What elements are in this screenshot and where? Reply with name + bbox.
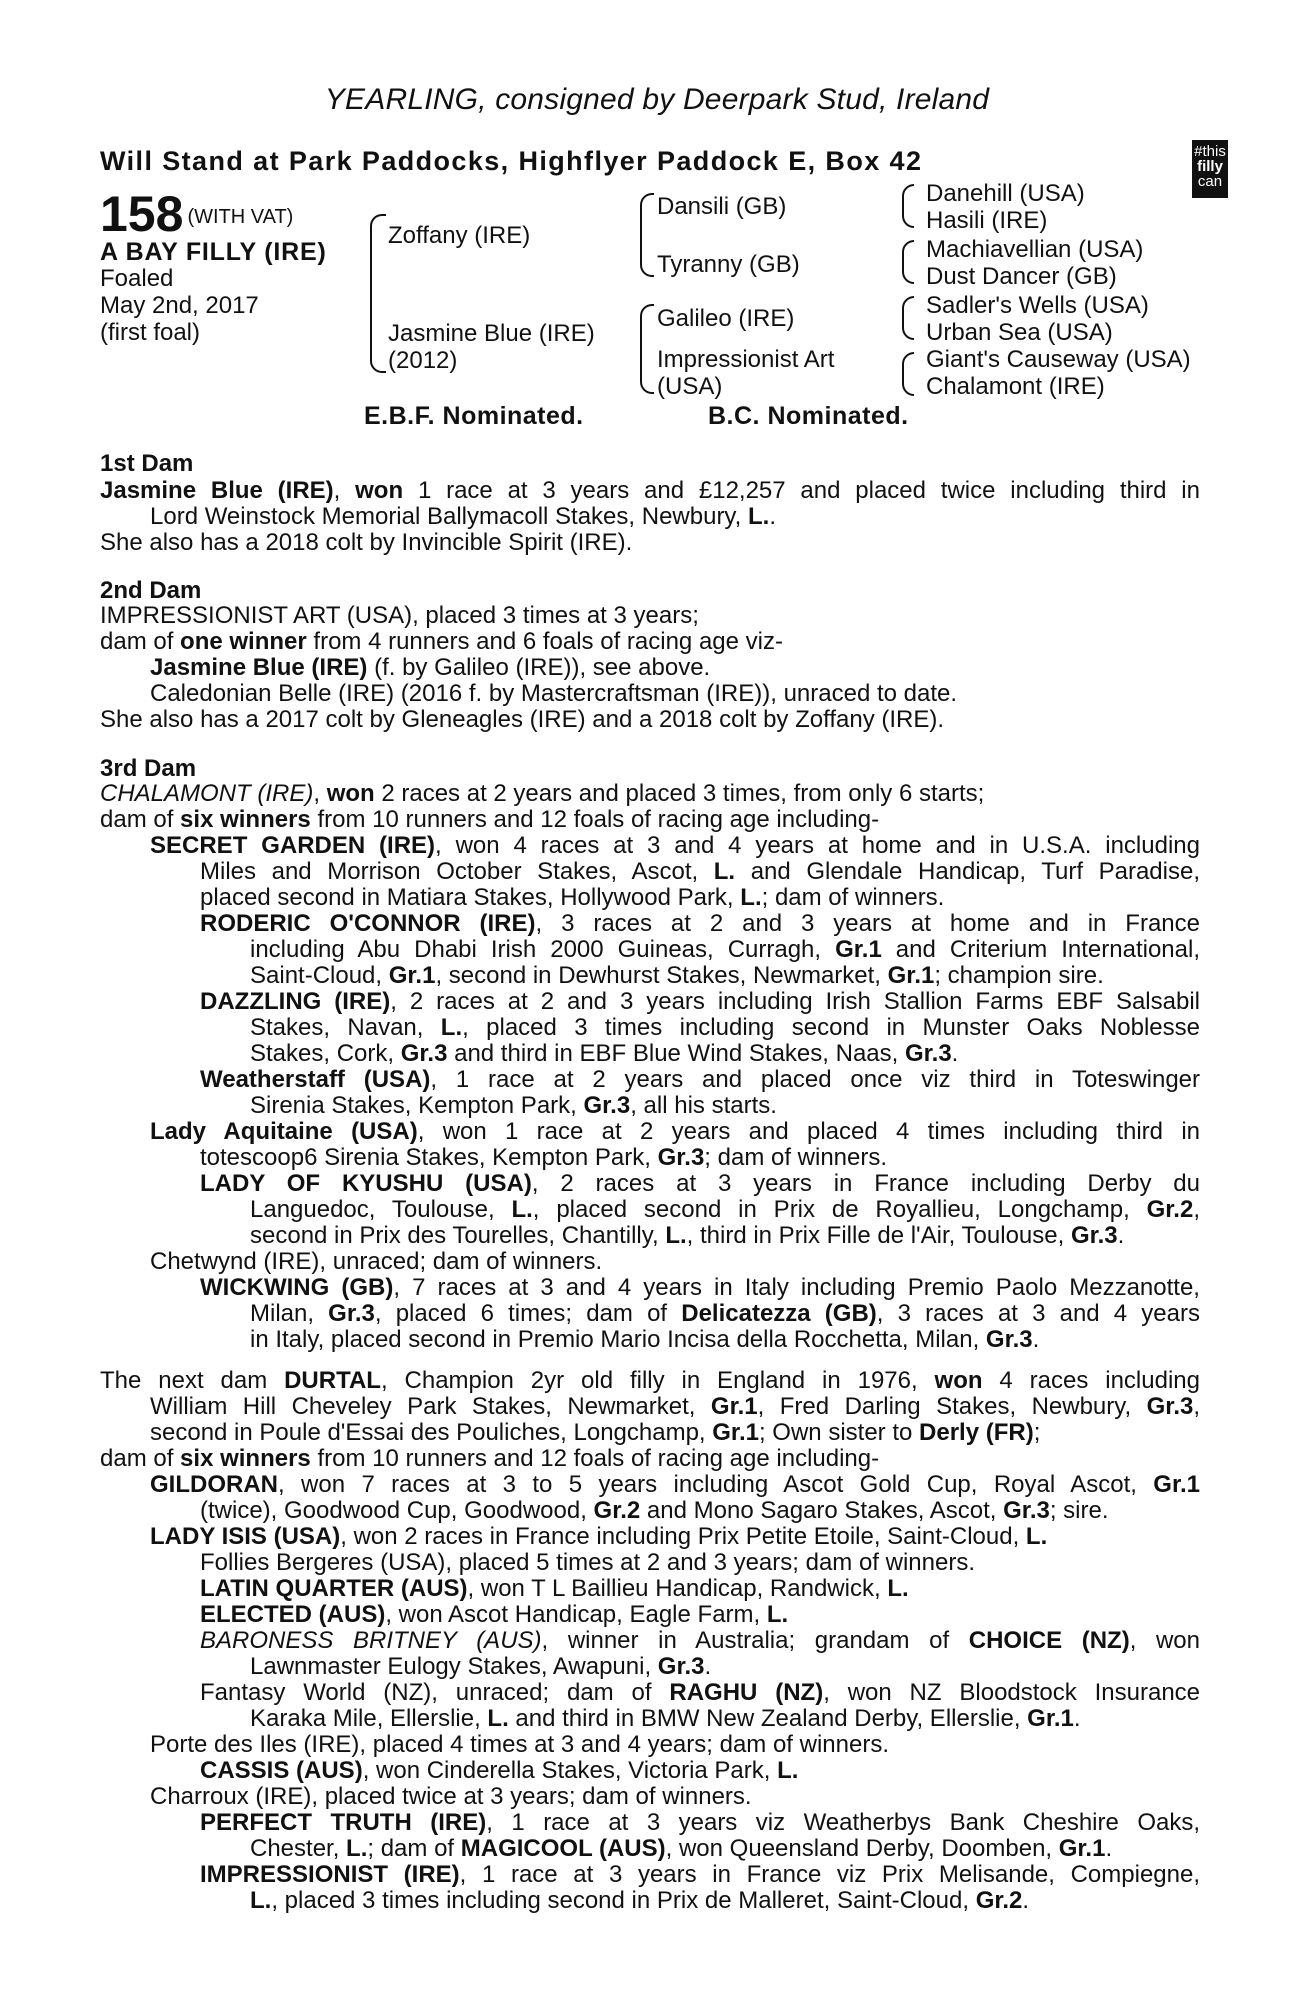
text-segment: . [769, 503, 776, 530]
ebf-nominated: E.B.F. Nominated. [364, 402, 584, 430]
text-segment: , won Ascot Handicap, Eagle Farm, [385, 1601, 767, 1628]
text-segment: Gr.1 [1058, 1835, 1106, 1862]
text-line [100, 989, 1200, 1015]
text-segment: , 1 race at 3 years in France viz Prix Melisande, Compiegne, [459, 1861, 1200, 1888]
text-segment: ; Own sister to [758, 1419, 920, 1446]
text-segment: placed second in Matiara Stakes, Hollywood Park, [200, 884, 741, 911]
text-segment: , 2 races at 2 and 3 years including Irish Stallion Farms EBF Salsabil [390, 988, 1200, 1015]
text-segment: (twice), Goodwood Cup, Goodwood, [200, 1497, 594, 1524]
text-segment: Gr.2 [1146, 1196, 1194, 1223]
text-segment: (f. by Galileo (IRE)), see above. [367, 654, 711, 681]
text-segment: , placed 3 times including second in Prix de Malleret, Saint-Cloud, [271, 1887, 976, 1914]
text-segment: Gr.3 [328, 1300, 375, 1327]
pedigree-brace-dam [640, 304, 654, 394]
text-line [100, 1093, 1200, 1119]
text-line [100, 1524, 1200, 1550]
text-segment: Follies Bergeres (USA), placed 5 times at 2 and 3 years; dam of winners. [200, 1549, 976, 1576]
text-segment: second in Poule d'Essai des Pouliches, Longchamp, [150, 1419, 713, 1446]
text-segment: from 4 runners and 6 foals of racing age viz- [306, 628, 783, 655]
text-segment: RAGHU (NZ) [669, 1679, 824, 1706]
text-segment: L. [487, 1705, 509, 1732]
text-line [100, 1810, 1200, 1836]
text-segment: Gr.1 [710, 1393, 758, 1420]
text-line [100, 1223, 1200, 1249]
text-line [100, 629, 1200, 655]
foal-note: (first foal) [100, 319, 201, 346]
text-segment: Fantasy World (NZ), unraced; dam of [200, 1679, 670, 1706]
text-segment: The next dam [100, 1367, 285, 1394]
text-segment: , won Queensland Derby, Doomben, [665, 1835, 1059, 1862]
text-segment: L. [887, 1575, 909, 1602]
text-segment: second in Prix des Tourelles, Chantilly, [250, 1222, 666, 1249]
text-segment: LADY OF KYUSHU (USA) [200, 1170, 532, 1197]
text-segment: Gr.3 [400, 1040, 448, 1067]
text-segment: Saint-Cloud, [250, 962, 389, 989]
ancestor-4: Dust Dancer (GB) [926, 263, 1117, 290]
text-segment: L. [1025, 1523, 1048, 1550]
text-line [100, 1836, 1200, 1862]
text-segment: Gr.1 [887, 962, 935, 989]
lot-number: 158 [100, 186, 184, 242]
horse-name: A BAY FILLY (IRE) [100, 238, 327, 266]
text-segment: Caledonian Belle (IRE) (2016 f. by Mastercraftsman (IRE)), unraced to date. [150, 680, 958, 707]
text-segment: DAZZLING (IRE) [200, 988, 391, 1015]
text-segment: and third in BMW New Zealand Derby, Ellerslie, [508, 1705, 1028, 1732]
text-segment: Gr.3 [583, 1092, 631, 1119]
text-segment: , won T L Baillieu Handicap, Randwick, [467, 1575, 888, 1602]
next-dam-block [100, 1368, 1200, 1914]
text-segment: , placed 3 times including second in Munster Oaks Noblesse [462, 1014, 1200, 1041]
text-segment: won [355, 477, 404, 504]
text-segment: Lady Aquitaine (USA) [150, 1118, 418, 1145]
text-segment: Languedoc, Toulouse, [250, 1196, 512, 1223]
text-line [100, 1327, 1200, 1353]
text-segment: totescoop6 Sirenia Stakes, Kempton Park, [200, 1144, 658, 1171]
text-segment: GILDORAN [150, 1471, 278, 1498]
text-line [100, 1576, 1200, 1602]
text-segment: ; dam of winners. [704, 1144, 888, 1171]
sire-name: Zoffany (IRE) [388, 222, 531, 249]
ancestor-7: Giant's Causeway (USA) [926, 346, 1191, 373]
text-segment: , third in Prix Fille de l'Air, Toulouse, [686, 1222, 1071, 1249]
text-segment: ; dam of winners. [761, 884, 945, 911]
text-segment: in Italy, placed second in Premio Mario Incisa della Rocchetta, Milan, [250, 1326, 986, 1353]
text-segment: , won 2 races in France including Prix Petite Etoile, Saint-Cloud, [340, 1523, 1026, 1550]
text-segment: , won [1129, 1627, 1201, 1654]
dam-dam-country: (USA) [657, 373, 723, 400]
ancestor-5: Sadler's Wells (USA) [926, 292, 1149, 319]
text-line [100, 885, 1200, 911]
text-segment: L. [713, 858, 736, 885]
text-segment: RODERIC O'CONNOR (IRE) [200, 910, 536, 937]
text-segment: Gr.2 [975, 1887, 1023, 1914]
text-segment: Jasmine Blue (IRE) [100, 477, 334, 504]
page-title: YEARLING, consigned by Deerpark Stud, Ireland [324, 83, 990, 116]
text-segment: and Criterium International, [881, 936, 1200, 963]
text-segment: from 10 runners and 12 foals of racing age including- [310, 1445, 880, 1472]
text-line [100, 911, 1200, 937]
text-segment: , 1 race at 2 years and placed once viz third in Toteswinger [430, 1066, 1201, 1093]
text-segment: , [1193, 1196, 1200, 1223]
text-segment: ; [1033, 1419, 1041, 1446]
text-segment: dam of [100, 1445, 181, 1472]
text-segment: Gr.1 [388, 962, 436, 989]
text-line [100, 833, 1200, 859]
text-segment: Milan, [250, 1300, 329, 1327]
first-dam-heading: 1st Dam [100, 450, 194, 477]
text-segment: 1 race at 3 years and £12,257 and placed twice including third in [403, 477, 1200, 504]
text-segment: Gr.3 [1070, 1222, 1118, 1249]
text-line [100, 1446, 1200, 1472]
text-segment: Delicatezza (GB) [681, 1300, 877, 1327]
text-segment: , Champion 2yr old filly in England in 1976, [380, 1367, 935, 1394]
text-segment: Derly (FR) [919, 1419, 1034, 1446]
text-segment: L. [511, 1196, 533, 1223]
text-segment: Stakes, Navan, [250, 1014, 441, 1041]
text-segment: LADY ISIS (USA) [150, 1523, 341, 1550]
text-segment: , 1 race at 3 years viz Weatherbys Bank Cheshire Oaks, [486, 1809, 1200, 1836]
text-line: Jasmine Blue (IRE), won 1 race at 3 years and £12,257 and placed twice including third in [100, 477, 1200, 504]
text-segment: 4 races including [982, 1367, 1200, 1394]
text-segment: , Fred Darling Stakes, Newbury, [757, 1393, 1147, 1420]
foaled-date: May 2nd, 2017 [100, 292, 259, 319]
text-segment: and third in EBF Blue Wind Stakes, Naas, [447, 1040, 905, 1067]
text-segment: , 2 races at 3 years in France including Derby du [531, 1170, 1200, 1197]
text-segment: Weatherstaff (USA) [200, 1066, 431, 1093]
text-line [100, 781, 1200, 807]
text-segment: Gr.3 [985, 1326, 1033, 1353]
dam-sire-name: Galileo (IRE) [657, 305, 795, 332]
dam-year: (2012) [388, 347, 458, 374]
text-line [100, 937, 1200, 963]
text-line [100, 1420, 1200, 1446]
text-segment: ; dam of [367, 1835, 461, 1862]
text-segment: . [1032, 1326, 1040, 1353]
text-segment: , [1193, 1393, 1201, 1420]
text-segment: L. [665, 1222, 687, 1249]
text-segment: L. [766, 1601, 789, 1628]
pedigree-brace-g3 [902, 296, 914, 340]
ancestor-2: Hasili (IRE) [926, 207, 1048, 234]
text-line [100, 504, 1200, 530]
text-segment: Sirenia Stakes, Kempton Park, [250, 1092, 584, 1119]
text-segment: L. [346, 1835, 368, 1862]
text-segment: Karaka Mile, Ellerslie, [250, 1705, 488, 1732]
text-line [100, 1628, 1200, 1654]
pedigree-brace-g4 [902, 352, 914, 396]
first-dam-block [100, 478, 1200, 556]
bc-nominated: B.C. Nominated. [708, 402, 909, 430]
text-segment: Chester, [250, 1835, 347, 1862]
text-line [100, 963, 1200, 989]
text-segment: won [326, 780, 375, 807]
text-line [100, 859, 1200, 885]
text-segment: Gr.3 [1146, 1393, 1194, 1420]
text-segment: WICKWING (GB) [200, 1274, 394, 1301]
text-segment: , won 1 race at 2 years and placed 4 times including third in [417, 1118, 1201, 1145]
text-segment: IMPRESSIONIST ART (USA), placed 3 times at 3 years; [100, 602, 699, 629]
text-segment: dam of [100, 628, 181, 655]
text-segment: IMPRESSIONIST (IRE) [200, 1861, 460, 1888]
sire-sire-name: Dansili (GB) [657, 193, 787, 220]
text-segment: DURTAL [284, 1367, 381, 1394]
venue-line: Will Stand at Park Paddocks, Highflyer Paddock E, Box 42 [100, 146, 923, 176]
text-segment: won [934, 1367, 983, 1394]
text-segment: Gr.1 [712, 1419, 759, 1446]
text-segment: , 3 races at 3 and 4 years [876, 1300, 1200, 1327]
text-segment: SECRET GARDEN (IRE) [150, 832, 436, 859]
text-segment: William Hill Cheveley Park Stakes, Newmarket, [150, 1393, 711, 1420]
text-segment: CHOICE (NZ) [968, 1627, 1130, 1654]
text-segment: She also has a 2017 colt by Gleneagles (IRE) and a 2018 colt by Zoffany (IRE). [100, 706, 945, 733]
text-segment: from 10 runners and 12 foals of racing age including- [310, 806, 880, 833]
pedigree-brace-main [370, 214, 386, 373]
text-line [100, 1197, 1200, 1223]
text-segment: , 7 races at 3 and 4 years in Italy including Premio Paolo Mezzanotte, [393, 1274, 1200, 1301]
third-dam-heading: 3rd Dam [100, 755, 197, 782]
text-segment: She also has a 2018 colt by Invincible Spirit (IRE). [100, 529, 633, 556]
text-segment: . [1105, 1835, 1113, 1862]
text-line [100, 1301, 1200, 1327]
text-segment: one winner [180, 628, 307, 655]
text-segment: , all his starts. [630, 1092, 777, 1119]
text-segment: L. [747, 503, 770, 530]
text-line [100, 655, 1200, 681]
text-line [100, 1862, 1200, 1888]
text-line [100, 1067, 1200, 1093]
text-segment: PERFECT TRUTH (IRE) [200, 1809, 487, 1836]
text-segment: , [313, 780, 327, 807]
text-segment: . [951, 1040, 959, 1067]
filly-can-logo: #this filly can [1192, 140, 1228, 198]
text-segment: Miles and Morrison October Stakes, Ascot, [200, 858, 714, 885]
text-segment: MAGICOOL (AUS) [460, 1835, 666, 1862]
text-segment: Jasmine Blue (IRE) [150, 654, 368, 681]
text-segment: Porte des Iles (IRE), placed 4 times at 3 and 4 years; dam of winners. [150, 1731, 890, 1758]
foaled-label: Foaled [100, 265, 174, 292]
lot-heading [100, 185, 293, 243]
text-segment: Charroux (IRE), placed twice at 3 years; dam of winners. [150, 1783, 752, 1810]
dam-dam-name: Impressionist Art [657, 346, 835, 373]
text-segment: , placed second in Prix de Royallieu, Longchamp, [532, 1196, 1147, 1223]
ancestor-3: Machiavellian (USA) [926, 236, 1144, 263]
text-segment: and Glendale Handicap, Turf Paradise, [735, 858, 1200, 885]
second-dam-heading: 2nd Dam [100, 577, 202, 604]
text-segment: dam of [100, 806, 181, 833]
text-segment: Gr.1 [1153, 1471, 1200, 1498]
text-line [100, 1888, 1200, 1914]
second-dam-block [100, 603, 1200, 733]
text-segment: L. [440, 1014, 463, 1041]
text-segment: six winners [180, 806, 311, 833]
ancestor-8: Chalamont (IRE) [926, 373, 1105, 400]
text-line [100, 1654, 1200, 1680]
text-line [100, 1145, 1200, 1171]
text-segment: , won 7 races at 3 to 5 years including Ascot Gold Cup, Royal Ascot, [278, 1471, 1154, 1498]
text-segment: , winner in Australia; grandam of [541, 1627, 969, 1654]
text-segment: Gr.2 [593, 1497, 641, 1524]
text-segment: . [1117, 1222, 1125, 1249]
text-segment: , won NZ Bloodstock Insurance [823, 1679, 1201, 1706]
text-segment: ELECTED (AUS) [200, 1601, 386, 1628]
text-line [100, 807, 1200, 833]
text-line [100, 1171, 1200, 1197]
text-line [100, 1498, 1200, 1524]
text-segment: 2 races at 2 years and placed 3 times, from only 6 starts; [374, 780, 985, 807]
text-segment: . [1073, 1705, 1081, 1732]
ancestor-1: Danehill (USA) [926, 180, 1085, 207]
text-segment: . [1022, 1887, 1030, 1914]
text-line [100, 1394, 1200, 1420]
text-segment: Chetwynd (IRE), unraced; dam of winners. [150, 1248, 603, 1275]
text-segment: BARONESS BRITNEY (AUS) [200, 1627, 542, 1654]
text-line [100, 1706, 1200, 1732]
text-segment: and Mono Sagaro Stakes, Ascot, [640, 1497, 1004, 1524]
text-segment: , won Cinderella Stakes, Victoria Park, [362, 1757, 778, 1784]
text-segment: Lawnmaster Eulogy Stakes, Awapuni, [250, 1653, 658, 1680]
text-segment: Gr.3 [657, 1653, 705, 1680]
text-segment: ; champion sire. [934, 962, 1104, 989]
text-segment: Gr.1 [835, 936, 882, 963]
text-segment: Stakes, Cork, [250, 1040, 401, 1067]
text-segment: CHALAMONT (IRE) [100, 780, 314, 807]
dam-name: Jasmine Blue (IRE) [388, 320, 595, 347]
text-segment: L. [777, 1757, 799, 1784]
text-segment: L. [250, 1887, 272, 1914]
text-segment: , won 4 races at 3 and 4 years at home and in U.S.A. including [435, 832, 1200, 859]
text-line [100, 1275, 1200, 1301]
pedigree-brace-g2 [902, 240, 914, 284]
text-segment: including Abu Dhabi Irish 2000 Guineas, Curragh, [250, 936, 836, 963]
text-segment: , second in Dewhurst Stakes, Newmarket, [435, 962, 888, 989]
third-dam-block [100, 781, 1200, 1353]
text-line [100, 1758, 1200, 1784]
text-segment: CASSIS (AUS) [200, 1757, 363, 1784]
text-segment: , 3 races at 2 and 3 years at home and in France [535, 910, 1200, 937]
text-line [100, 1119, 1200, 1145]
text-segment: . [704, 1653, 712, 1680]
ancestor-6: Urban Sea (USA) [926, 319, 1113, 346]
text-segment: LATIN QUARTER (AUS) [200, 1575, 468, 1602]
text-line [100, 1680, 1200, 1706]
text-segment: Gr.3 [1003, 1497, 1050, 1524]
text-segment: , placed 6 times; dam of [374, 1300, 682, 1327]
text-segment: Gr.3 [657, 1144, 705, 1171]
text-segment: six winners [180, 1445, 311, 1472]
text-line [100, 1472, 1200, 1498]
text-line [100, 1602, 1200, 1628]
pedigree-brace-sire [640, 193, 654, 277]
lot-vat: (WITH VAT) [187, 206, 294, 228]
text-segment: Gr.3 [904, 1040, 952, 1067]
text-segment: ; sire. [1049, 1497, 1109, 1524]
pedigree-brace-g1 [902, 184, 914, 228]
text-line [100, 1368, 1200, 1394]
sire-dam-name: Tyranny (GB) [657, 251, 800, 278]
text-segment: L. [740, 884, 762, 911]
text-segment: Gr.1 [1027, 1705, 1074, 1732]
text-line [100, 1041, 1200, 1067]
text-segment: Lord Weinstock Memorial Ballymacoll Stakes, Newbury, [150, 503, 748, 530]
text-line [100, 1015, 1200, 1041]
